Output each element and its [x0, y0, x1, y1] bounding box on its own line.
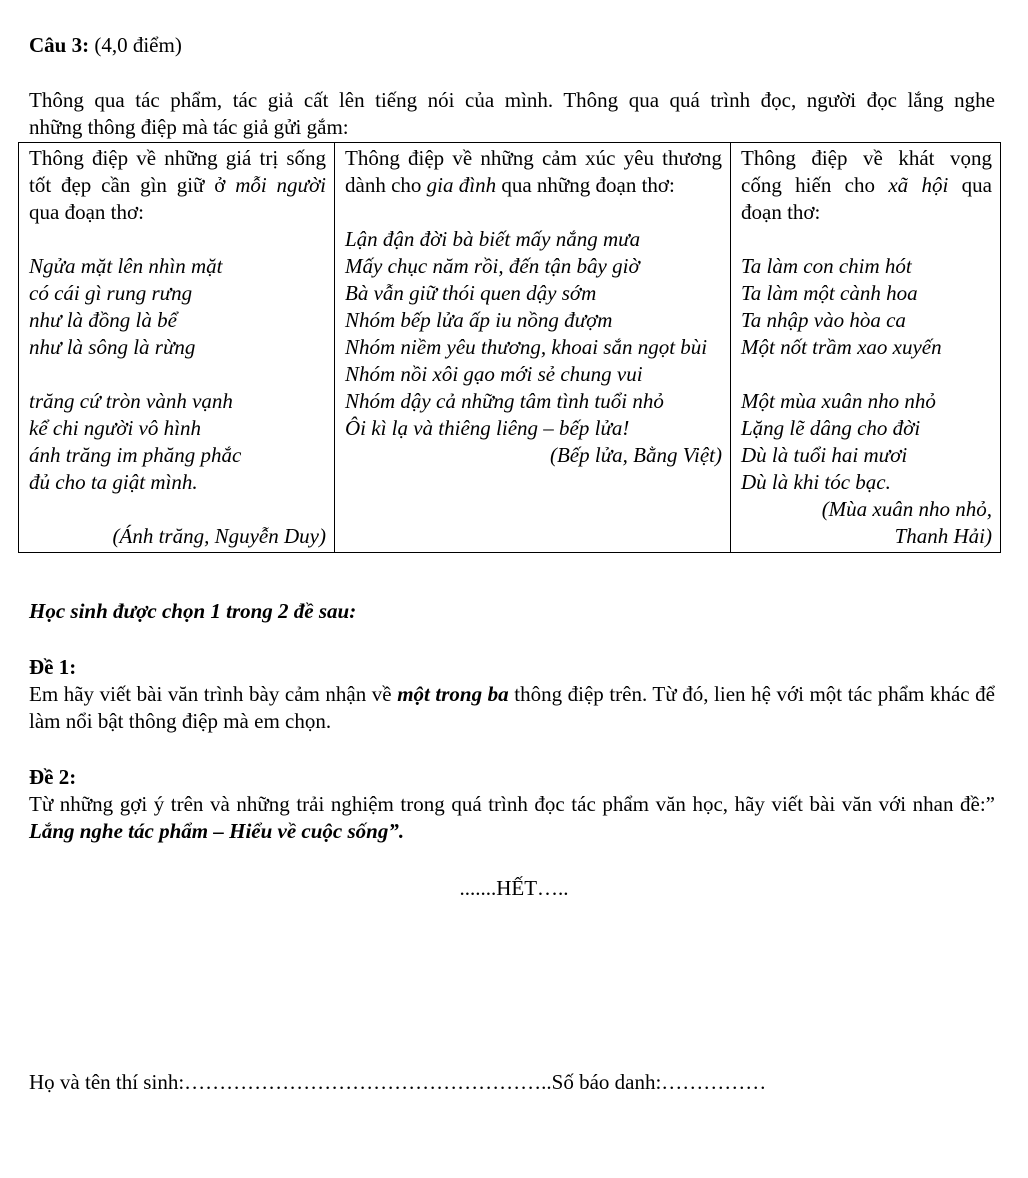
source-line: (Bếp lửa, Bằng Việt) [549, 443, 722, 467]
poem-line: Lặng lẽ dâng cho đời [741, 416, 921, 440]
question-points: (4,0 điểm) [89, 33, 182, 57]
topic-1-body [29, 681, 995, 735]
poem-line: trăng cứ tròn vành vạnh [29, 389, 233, 413]
intro-line-2: những thông điệp mà tác giả gửi gắm: [29, 115, 349, 139]
heading-emphasis: xã hội [888, 173, 949, 197]
poem-line: Ta nhập vào hòa ca [741, 308, 906, 332]
intro-line-1: Thông qua tác phẩm, tác giả cất lên tiếng nói của mình. Thông qua quá trình đọc, người đọc lắng nghe [29, 88, 995, 112]
column-family [335, 143, 731, 553]
poem-line [741, 361, 992, 388]
column-heading [345, 145, 722, 199]
column-heading [741, 145, 992, 226]
heading-emphasis: mỗi người [235, 173, 326, 197]
source-line: (Ánh trăng, Nguyễn Duy) [112, 524, 326, 548]
poem-line: Ngửa mặt lên nhìn mặt [29, 254, 223, 278]
poem [29, 253, 326, 496]
poem-line: Nhóm dậy cả những tâm tình tuổi nhỏ [345, 389, 664, 413]
topic-2-title: Đề 2: [29, 765, 77, 789]
source-line: (Mùa xuân nho nhỏ, [821, 497, 992, 521]
poem [345, 226, 722, 442]
poem-line: đủ cho ta giật mình. [29, 470, 198, 494]
heading-text-end: qua những đoạn thơ: [496, 173, 675, 197]
poem-line: Nhóm nồi xôi gạo mới sẻ chung vui [345, 362, 643, 386]
message-table [18, 142, 1001, 553]
heading-text: Thông điệp về những giá trị sống tốt đẹp cần gìn giữ ở [29, 146, 326, 197]
question-heading [29, 32, 995, 59]
candidate-info-line: Họ và tên thí sinh:……………………………………………..Số báo danh:…………… [29, 1070, 767, 1094]
poem-line: ánh trăng im phăng phắc [29, 443, 242, 467]
column-values [19, 143, 335, 553]
intro-paragraph [29, 87, 995, 141]
poem-line: Ta làm một cành hoa [741, 281, 918, 305]
source-line [345, 469, 722, 496]
column-heading [29, 145, 326, 226]
heading-text-end: qua đoạn thơ: [741, 173, 992, 224]
topic-1-text-end: thông điệp trên. Từ đó, lien hệ với một tác phẩm khác để làm nổi bật thông điệp mà em chọn. [29, 682, 995, 733]
poem-line: kể chi người vô hình [29, 416, 201, 440]
poem-line [29, 361, 326, 388]
topic-2-emphasis: Lắng nghe tác phẩm – Hiểu về cuộc sống”. [29, 819, 405, 843]
poem-line: như là sông là rừng [29, 335, 196, 359]
poem-line: như là đồng là bể [29, 308, 177, 332]
poem-line: Nhóm niềm yêu thương, khoai sắn ngọt bùi [345, 335, 708, 359]
heading-text-end: qua đoạn thơ: [29, 200, 144, 224]
source-line [29, 496, 326, 523]
poem-line: Ta làm con chim hót [741, 254, 912, 278]
choose-instruction: Học sinh được chọn 1 trong 2 đề sau: [29, 599, 357, 623]
poem-line: Mấy chục năm rồi, đến tận bây giờ [345, 254, 640, 278]
heading-text: Thông điệp về khát vọng cống hiến cho [741, 146, 992, 197]
poem [741, 253, 992, 496]
poem-line: Dù là tuổi hai mươi [741, 443, 908, 467]
poem-line: Dù là khi tóc bạc. [741, 470, 891, 494]
poem-line: Một nốt trầm xao xuyến [741, 335, 942, 359]
topic-2-text: Từ những gợi ý trên và những trải nghiệm trong quá trình đọc tác phẩm văn học, hãy viết bài văn với nhan đề:” [29, 792, 995, 816]
topic-1-emphasis: một trong ba [397, 682, 509, 706]
document-page [29, 32, 995, 141]
poem-line: có cái gì rung rưng [29, 281, 193, 305]
heading-emphasis: gia đình [426, 173, 497, 197]
source-line: Thanh Hải) [894, 524, 992, 548]
table-row [19, 143, 1001, 553]
question-label: Câu 3: [29, 33, 90, 57]
heading-text: Thông điệp về những cảm xúc yêu thương dành cho [345, 146, 722, 197]
column-society [731, 143, 1001, 553]
topic-1-text: Em hãy viết bài văn trình bày cảm nhận về [29, 682, 398, 706]
poem-line: Lận đận đời bà biết mấy nắng mưa [345, 227, 641, 251]
poem-line: Ôi kì lạ và thiêng liêng – bếp lửa! [345, 416, 630, 440]
poem-line: Nhóm bếp lửa ấp iu nồng đượm [345, 308, 613, 332]
end-mark: .......HẾT….. [459, 876, 569, 900]
topic-1-title: Đề 1: [29, 655, 77, 679]
poem-line: Một mùa xuân nho nhỏ [741, 389, 936, 413]
poem-line: Bà vẫn giữ thói quen dậy sớm [345, 281, 597, 305]
topic-2-body [29, 791, 995, 845]
